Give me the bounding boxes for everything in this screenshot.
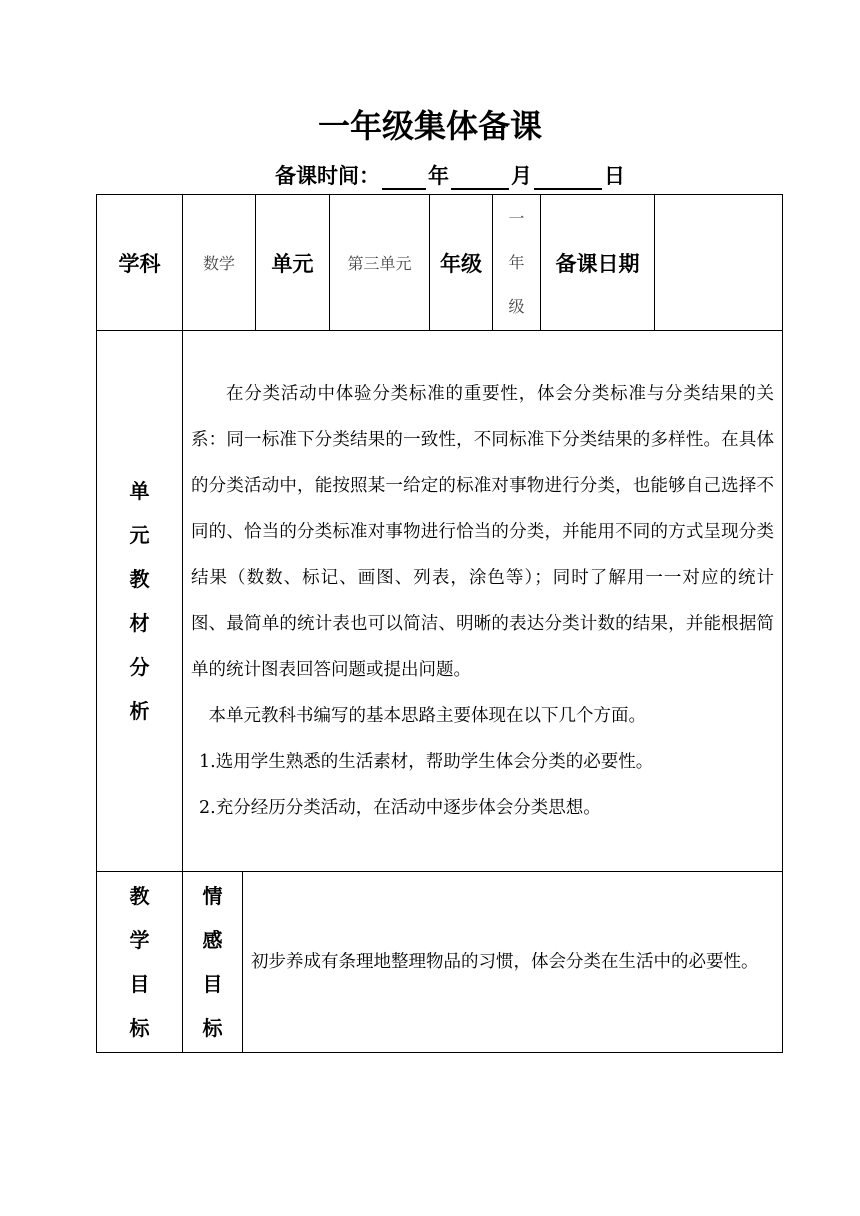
date-label-cell: 备课日期 xyxy=(541,195,655,331)
year-blank xyxy=(382,164,426,190)
page-title: 一年级集体备课 xyxy=(317,107,542,145)
analysis-content xyxy=(183,331,783,872)
subject-label: 学科 xyxy=(97,195,183,331)
year-text: 年 xyxy=(428,164,449,188)
grade-value: 一 年 级 xyxy=(493,195,541,331)
month-blank xyxy=(451,164,509,190)
month-text: 月 xyxy=(511,164,532,188)
day-blank xyxy=(534,164,602,190)
lesson-plan-table xyxy=(96,194,783,1053)
unit-value: 第三单元 xyxy=(330,195,430,331)
analysis-row xyxy=(97,331,783,872)
grade-label: 年级 xyxy=(430,195,493,331)
lesson-date-line xyxy=(275,156,625,190)
analysis-point-2: 2.充分经历分类活动，在活动中逐步体会分类思想。 xyxy=(199,798,601,818)
date-label: 备课时间： xyxy=(275,164,380,188)
emotional-goals-text: 初步养成有条理地整理物品的习惯，体会分类在生活中的必要性。 xyxy=(243,872,783,1053)
day-text: 日 xyxy=(604,164,625,188)
emotional-goals-label: 情 感 目 标 xyxy=(183,872,243,1053)
subject-value: 数学 xyxy=(183,195,256,331)
analysis-paragraph-1: 在分类活动中体验分类标准的重要性，体会分类标准与分类结果的关系：同一标准下分类结果的一致性，不同标准下分类结果的多样性。在具体的分类活动中，能按照某一给定的标准对事物进行分类，也能够自己选择不同的、恰当的分类标准对事物进行恰当的分类，并能用不同的方式呈现分类结果（数数、标记、画图、列表，涂色等）；同时了解用一一对应的统计图、最简单的统计表也可以简洁、明晰的表达分类计数的结果，并能根据简单的统计图表回答问题或提出问题。 xyxy=(191,384,775,680)
header-row xyxy=(97,195,783,331)
goals-row xyxy=(97,872,783,1053)
analysis-paragraph-2: 本单元教科书编写的基本思路主要体现在以下几个方面。 xyxy=(208,706,646,726)
goals-label: 教 学 目 标 xyxy=(97,872,183,1053)
date-value-cell xyxy=(655,195,783,331)
analysis-point-1: 1.选用学生熟悉的生活素材，帮助学生体会分类的必要性。 xyxy=(199,752,654,772)
unit-label: 单元 xyxy=(256,195,330,331)
analysis-label: 单 元 教 材 分 析 xyxy=(97,331,183,872)
